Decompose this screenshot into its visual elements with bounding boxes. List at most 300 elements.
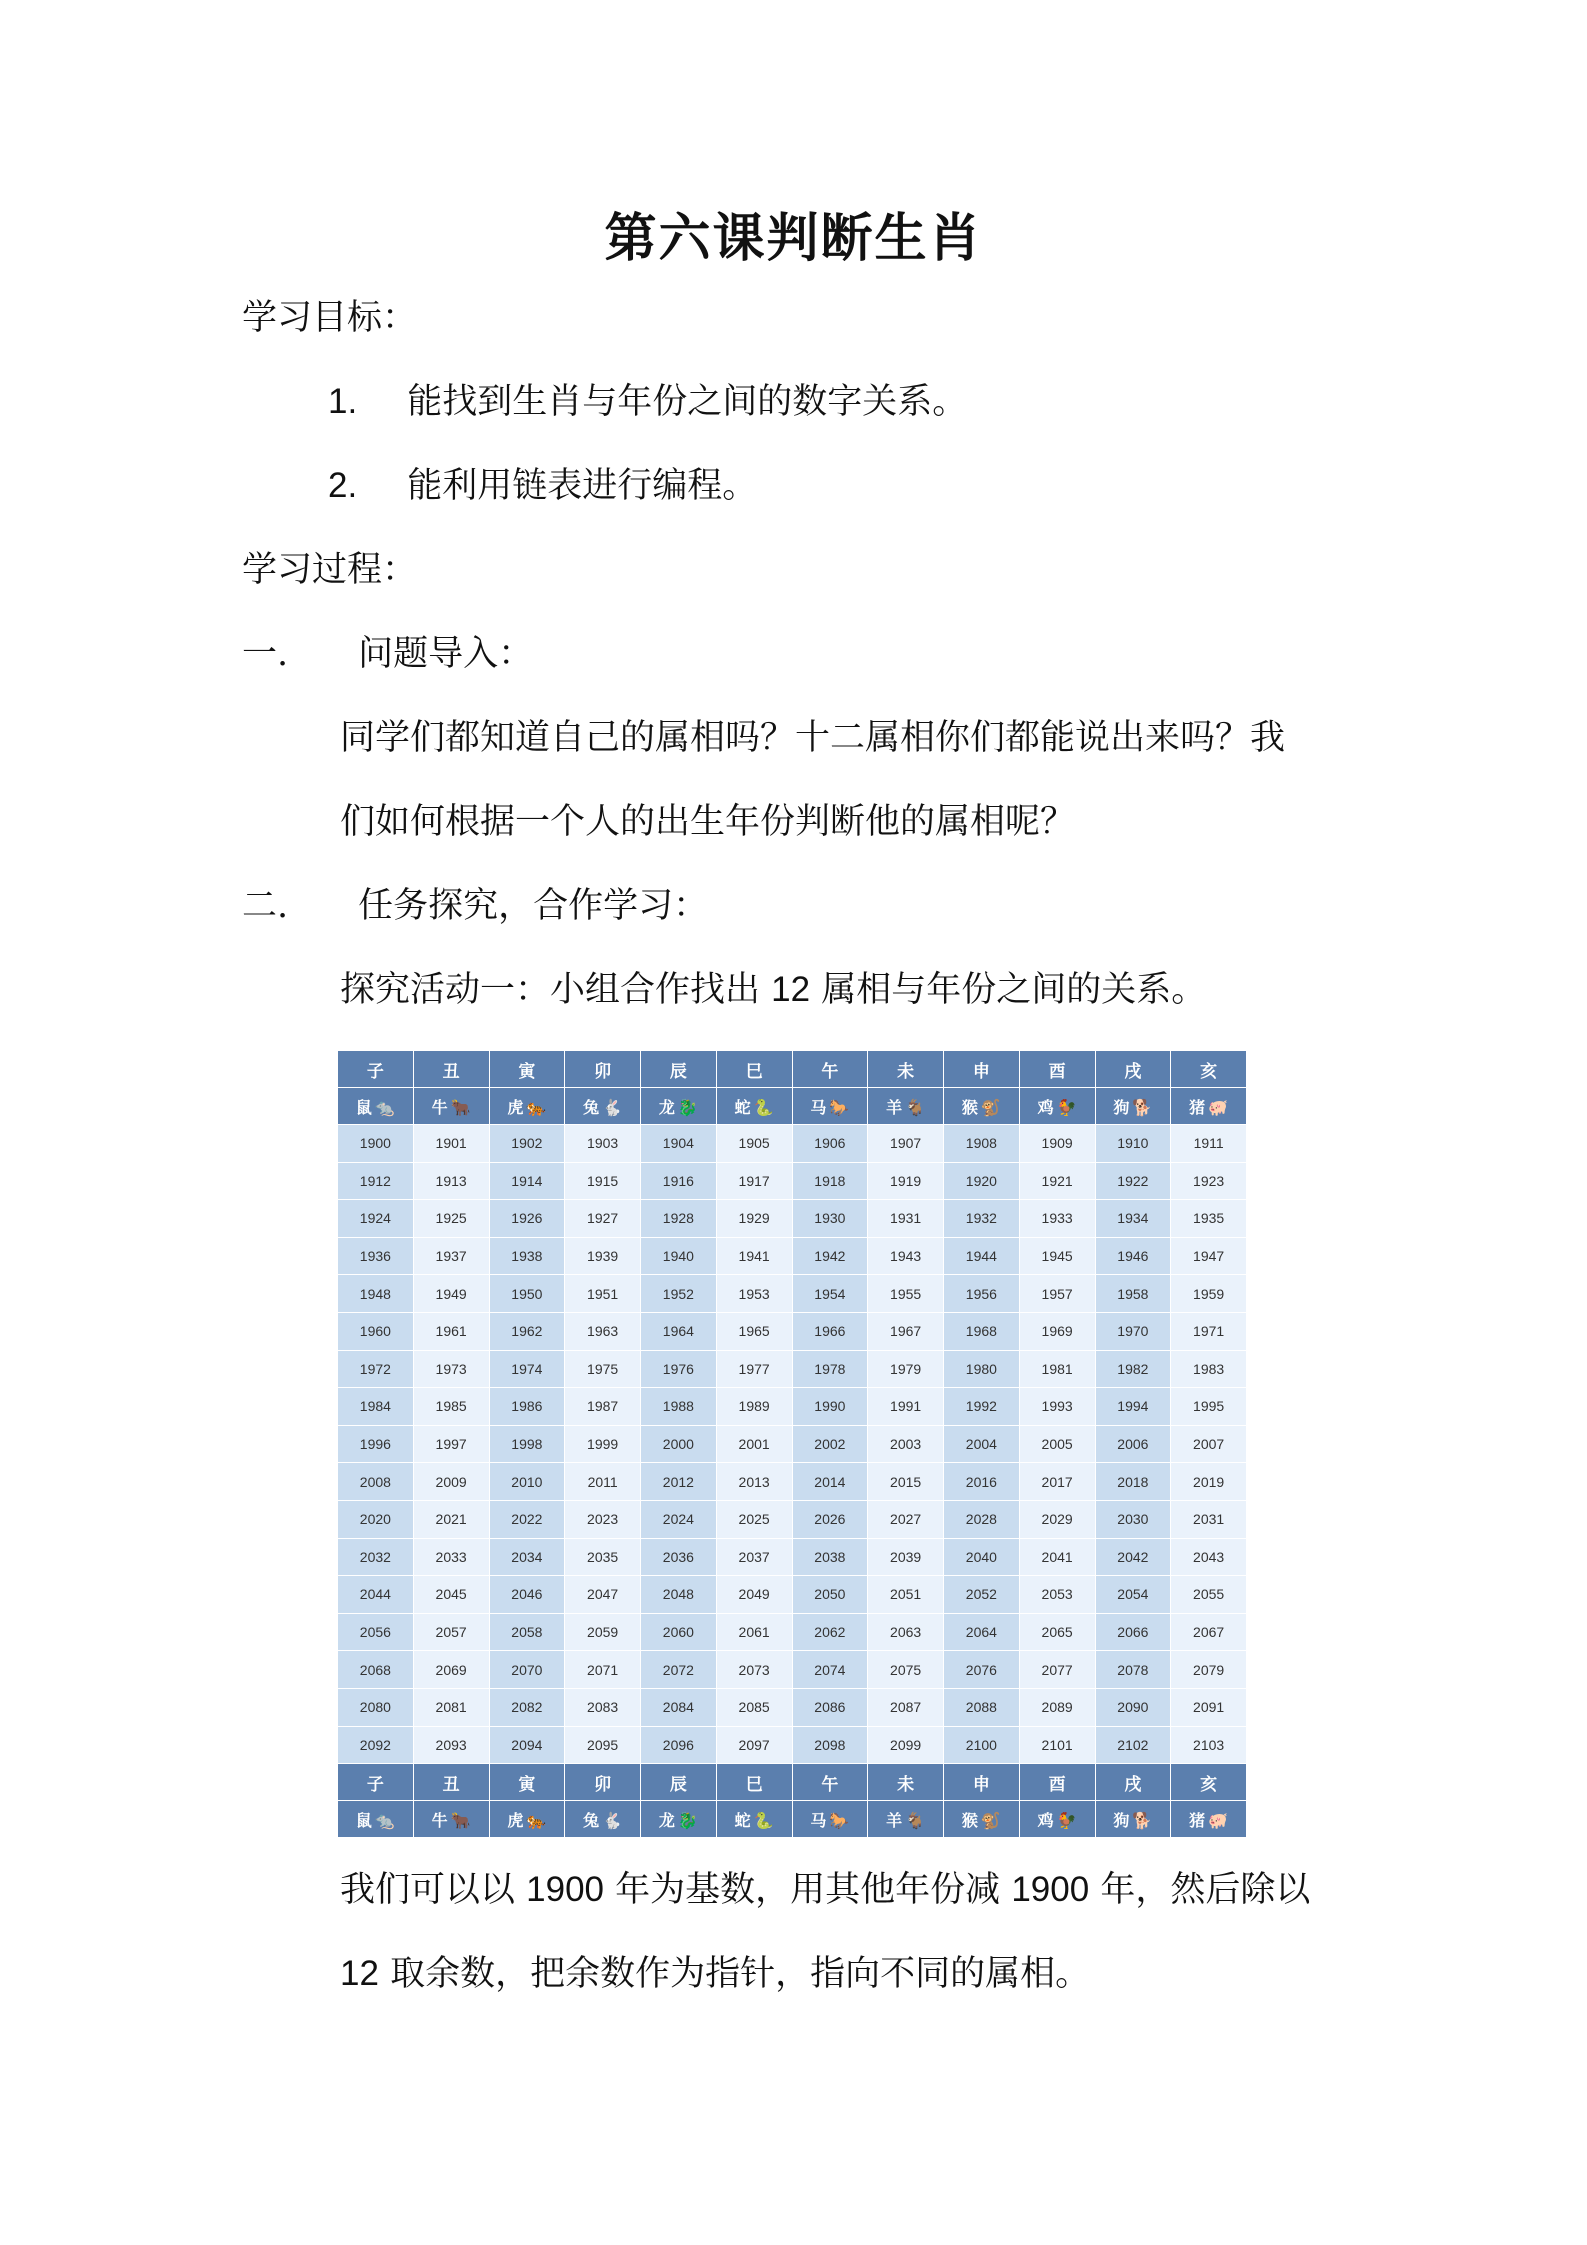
year-cell: 1994 — [1095, 1388, 1171, 1426]
year-cell: 1988 — [641, 1388, 717, 1426]
animal-cell — [489, 1088, 565, 1125]
zodiac-animal-icon: 🐕 — [1132, 1810, 1153, 1830]
goal-2-number: 2. — [328, 466, 358, 505]
year-cell: 2001 — [716, 1425, 792, 1463]
activity-1 — [340, 968, 1206, 1012]
year-cell: 2006 — [1095, 1425, 1171, 1463]
year-cell: 2053 — [1019, 1576, 1095, 1614]
animal-name: 牛 — [431, 1810, 448, 1830]
year-cell: 1953 — [716, 1275, 792, 1313]
year-row — [338, 1463, 1247, 1501]
year-cell: 1967 — [868, 1312, 944, 1350]
year-cell: 2038 — [792, 1538, 868, 1576]
year-cell: 2015 — [868, 1463, 944, 1501]
zodiac-animal-icon: 🐉 — [677, 1097, 698, 1117]
year-cell: 2045 — [413, 1576, 489, 1614]
year-cell: 1913 — [413, 1162, 489, 1200]
year-cell: 2050 — [792, 1576, 868, 1614]
zodiac-animal-icon: 🐅 — [526, 1097, 547, 1117]
year-cell: 1921 — [1019, 1162, 1095, 1200]
animal-cell — [944, 1088, 1020, 1125]
year-row — [338, 1312, 1247, 1350]
year-cell: 2070 — [489, 1651, 565, 1689]
year-cell: 2013 — [716, 1463, 792, 1501]
branch-cell: 未 — [868, 1051, 944, 1088]
year-row — [338, 1388, 1247, 1426]
year-row — [338, 1576, 1247, 1614]
year-cell: 1979 — [868, 1350, 944, 1388]
branch-cell: 酉 — [1019, 1051, 1095, 1088]
branch-cell: 卯 — [565, 1764, 641, 1801]
year-cell: 1912 — [338, 1162, 414, 1200]
goals-heading: 学习目标： — [242, 298, 418, 338]
year-cell: 2098 — [792, 1726, 868, 1764]
year-cell: 2036 — [641, 1538, 717, 1576]
year-cell: 2069 — [413, 1651, 489, 1689]
year-cell: 1906 — [792, 1125, 868, 1163]
animal-cell — [413, 1088, 489, 1125]
year-row — [338, 1125, 1247, 1163]
year-cell: 2043 — [1171, 1538, 1247, 1576]
year-cell: 2087 — [868, 1688, 944, 1726]
year-cell: 2083 — [565, 1688, 641, 1726]
year-cell: 1926 — [489, 1200, 565, 1238]
activity-1-post: 属相与年份之间的关系。 — [821, 970, 1207, 1010]
year-cell: 1948 — [338, 1275, 414, 1313]
year-cell: 1964 — [641, 1312, 717, 1350]
year-cell: 1963 — [565, 1312, 641, 1350]
branch-cell: 辰 — [641, 1051, 717, 1088]
year-cell: 1975 — [565, 1350, 641, 1388]
branch-cell: 子 — [338, 1051, 414, 1088]
year-cell: 1923 — [1171, 1162, 1247, 1200]
year-cell: 1993 — [1019, 1388, 1095, 1426]
branch-cell: 申 — [944, 1764, 1020, 1801]
year-row — [338, 1651, 1247, 1689]
goal-1-text: 能找到生肖与年份之间的数字关系。 — [407, 382, 968, 422]
year-cell: 2019 — [1171, 1463, 1247, 1501]
year-cell: 1929 — [716, 1200, 792, 1238]
year-cell: 2055 — [1171, 1576, 1247, 1614]
zodiac-animal-icon: 🐍 — [753, 1097, 774, 1117]
year-cell: 2009 — [413, 1463, 489, 1501]
year-cell: 1995 — [1171, 1388, 1247, 1426]
year-cell: 2054 — [1095, 1576, 1171, 1614]
year-cell: 2067 — [1171, 1613, 1247, 1651]
year-cell: 2085 — [716, 1688, 792, 1726]
paragraph-2-base-year: 1900 — [526, 1870, 605, 1909]
year-cell: 2026 — [792, 1500, 868, 1538]
year-cell: 1918 — [792, 1162, 868, 1200]
year-cell: 2022 — [489, 1500, 565, 1538]
animal-cell — [792, 1088, 868, 1125]
animal-cell — [792, 1801, 868, 1838]
year-cell: 2000 — [641, 1425, 717, 1463]
year-cell: 2058 — [489, 1613, 565, 1651]
animal-cell — [716, 1088, 792, 1125]
year-cell: 1911 — [1171, 1125, 1247, 1163]
goal-2 — [328, 464, 757, 508]
year-cell: 1985 — [413, 1388, 489, 1426]
year-cell: 2076 — [944, 1651, 1020, 1689]
year-cell: 1990 — [792, 1388, 868, 1426]
animal-name: 虎 — [507, 1097, 524, 1117]
year-cell: 1902 — [489, 1125, 565, 1163]
year-cell: 2086 — [792, 1688, 868, 1726]
animal-name: 鼠 — [355, 1097, 372, 1117]
activity-1-pre: 探究活动一：小组合作找出 — [340, 970, 761, 1010]
year-cell: 1900 — [338, 1125, 414, 1163]
year-cell: 1983 — [1171, 1350, 1247, 1388]
branch-cell: 戌 — [1095, 1764, 1171, 1801]
branch-cell: 申 — [944, 1051, 1020, 1088]
branch-cell: 卯 — [565, 1051, 641, 1088]
zodiac-animal-icon: 🐇 — [602, 1810, 623, 1830]
year-cell: 2064 — [944, 1613, 1020, 1651]
year-cell: 2090 — [1095, 1688, 1171, 1726]
animal-name: 狗 — [1113, 1810, 1130, 1830]
year-cell: 2071 — [565, 1651, 641, 1689]
year-cell: 1901 — [413, 1125, 489, 1163]
year-cell: 2060 — [641, 1613, 717, 1651]
year-cell: 1969 — [1019, 1312, 1095, 1350]
year-cell: 1937 — [413, 1237, 489, 1275]
year-cell: 2080 — [338, 1688, 414, 1726]
zodiac-animal-icon: 🐐 — [905, 1810, 926, 1830]
year-cell: 1977 — [716, 1350, 792, 1388]
year-cell: 1903 — [565, 1125, 641, 1163]
activity-1-number: 12 — [771, 970, 811, 1009]
animal-name: 龙 — [658, 1810, 675, 1830]
year-cell: 1958 — [1095, 1275, 1171, 1313]
year-cell: 2017 — [1019, 1463, 1095, 1501]
animal-cell — [1019, 1088, 1095, 1125]
year-cell: 1976 — [641, 1350, 717, 1388]
year-cell: 1950 — [489, 1275, 565, 1313]
year-cell: 1931 — [868, 1200, 944, 1238]
year-cell: 2093 — [413, 1726, 489, 1764]
animal-name: 马 — [810, 1810, 827, 1830]
year-cell: 1949 — [413, 1275, 489, 1313]
year-cell: 2003 — [868, 1425, 944, 1463]
branch-cell: 未 — [868, 1764, 944, 1801]
branch-cell: 寅 — [489, 1051, 565, 1088]
zodiac-table — [337, 1050, 1247, 1838]
zodiac-animal-icon: 🐖 — [1208, 1810, 1229, 1830]
zodiac-animal-icon: 🐖 — [1208, 1097, 1229, 1117]
branch-cell: 亥 — [1171, 1051, 1247, 1088]
zodiac-animal-icon: 🐒 — [980, 1810, 1001, 1830]
year-cell: 1952 — [641, 1275, 717, 1313]
zodiac-animal-icon: 🐓 — [1056, 1810, 1077, 1830]
animal-name: 牛 — [431, 1097, 448, 1117]
animal-name: 龙 — [658, 1097, 675, 1117]
year-cell: 2008 — [338, 1463, 414, 1501]
year-cell: 2032 — [338, 1538, 414, 1576]
zodiac-animal-icon: 🐂 — [450, 1810, 471, 1830]
year-cell: 1928 — [641, 1200, 717, 1238]
animal-cell — [1019, 1801, 1095, 1838]
year-cell: 2072 — [641, 1651, 717, 1689]
process-heading: 学习过程： — [242, 550, 418, 590]
year-cell: 2096 — [641, 1726, 717, 1764]
year-cell: 1980 — [944, 1350, 1020, 1388]
year-cell: 2040 — [944, 1538, 1020, 1576]
zodiac-animal-icon: 🐉 — [677, 1810, 698, 1830]
bottom-animal-row — [338, 1801, 1247, 1838]
year-cell: 1922 — [1095, 1162, 1171, 1200]
year-cell: 2048 — [641, 1576, 717, 1614]
year-cell: 2102 — [1095, 1726, 1171, 1764]
year-cell: 2088 — [944, 1688, 1020, 1726]
year-cell: 1984 — [338, 1388, 414, 1426]
year-cell: 1961 — [413, 1312, 489, 1350]
year-cell: 2077 — [1019, 1651, 1095, 1689]
year-cell: 2039 — [868, 1538, 944, 1576]
year-cell: 1992 — [944, 1388, 1020, 1426]
animal-cell — [868, 1088, 944, 1125]
year-cell: 2031 — [1171, 1500, 1247, 1538]
year-cell: 1954 — [792, 1275, 868, 1313]
year-cell: 2023 — [565, 1500, 641, 1538]
year-cell: 2084 — [641, 1688, 717, 1726]
branch-cell: 亥 — [1171, 1764, 1247, 1801]
year-cell: 2035 — [565, 1538, 641, 1576]
year-cell: 2024 — [641, 1500, 717, 1538]
bottom-branch-row — [338, 1764, 1247, 1801]
paragraph-1-line-2: 们如何根据一个人的出生年份判断他的属相呢？ — [340, 802, 1076, 842]
year-cell: 2056 — [338, 1613, 414, 1651]
year-cell: 1972 — [338, 1350, 414, 1388]
animal-name: 猴 — [961, 1097, 978, 1117]
year-cell: 2028 — [944, 1500, 1020, 1538]
year-cell: 1959 — [1171, 1275, 1247, 1313]
year-row — [338, 1350, 1247, 1388]
branch-cell: 丑 — [413, 1764, 489, 1801]
section-1-number: 一. — [242, 634, 289, 674]
page-title: 第六课判断生肖 — [604, 208, 983, 269]
year-cell: 1997 — [413, 1425, 489, 1463]
year-cell: 1955 — [868, 1275, 944, 1313]
animal-name: 兔 — [583, 1810, 600, 1830]
year-cell: 2033 — [413, 1538, 489, 1576]
branch-cell: 酉 — [1019, 1764, 1095, 1801]
year-cell: 1933 — [1019, 1200, 1095, 1238]
animal-cell — [338, 1088, 414, 1125]
animal-cell — [1171, 1801, 1247, 1838]
year-cell: 1905 — [716, 1125, 792, 1163]
animal-name: 羊 — [886, 1810, 903, 1830]
animal-cell — [1171, 1088, 1247, 1125]
year-cell: 1989 — [716, 1388, 792, 1426]
animal-cell — [489, 1801, 565, 1838]
animal-name: 狗 — [1113, 1097, 1130, 1117]
zodiac-animal-icon: 🐅 — [526, 1810, 547, 1830]
year-row — [338, 1162, 1247, 1200]
year-cell: 2025 — [716, 1500, 792, 1538]
section-2-heading — [242, 884, 708, 928]
animal-cell — [641, 1088, 717, 1125]
year-cell: 1932 — [944, 1200, 1020, 1238]
animal-name: 羊 — [886, 1097, 903, 1117]
animal-cell — [944, 1801, 1020, 1838]
year-cell: 2016 — [944, 1463, 1020, 1501]
year-cell: 2089 — [1019, 1688, 1095, 1726]
year-row — [338, 1200, 1247, 1238]
year-cell: 1927 — [565, 1200, 641, 1238]
year-cell: 1942 — [792, 1237, 868, 1275]
animal-name: 猪 — [1189, 1810, 1206, 1830]
year-cell: 1966 — [792, 1312, 868, 1350]
year-cell: 2075 — [868, 1651, 944, 1689]
animal-name: 鸡 — [1037, 1097, 1054, 1117]
year-cell: 2041 — [1019, 1538, 1095, 1576]
year-cell: 2051 — [868, 1576, 944, 1614]
year-row — [338, 1275, 1247, 1313]
year-cell: 2068 — [338, 1651, 414, 1689]
zodiac-animal-icon: 🐕 — [1132, 1097, 1153, 1117]
year-cell: 1930 — [792, 1200, 868, 1238]
year-cell: 2091 — [1171, 1688, 1247, 1726]
year-cell: 2002 — [792, 1425, 868, 1463]
year-cell: 1924 — [338, 1200, 414, 1238]
year-cell: 2061 — [716, 1613, 792, 1651]
zodiac-year-table — [337, 1050, 1247, 1838]
year-cell: 2079 — [1171, 1651, 1247, 1689]
year-cell: 1935 — [1171, 1200, 1247, 1238]
year-cell: 2005 — [1019, 1425, 1095, 1463]
year-row — [338, 1500, 1247, 1538]
branch-cell: 子 — [338, 1764, 414, 1801]
year-cell: 2078 — [1095, 1651, 1171, 1689]
zodiac-animal-icon: 🐂 — [450, 1097, 471, 1117]
year-cell: 1962 — [489, 1312, 565, 1350]
animal-cell — [1095, 1088, 1171, 1125]
year-cell: 2092 — [338, 1726, 414, 1764]
animal-name: 虎 — [507, 1810, 524, 1830]
animal-cell — [338, 1801, 414, 1838]
year-cell: 2010 — [489, 1463, 565, 1501]
animal-cell — [716, 1801, 792, 1838]
year-cell: 2059 — [565, 1613, 641, 1651]
year-cell: 2021 — [413, 1500, 489, 1538]
year-cell: 1920 — [944, 1162, 1020, 1200]
year-cell: 2073 — [716, 1651, 792, 1689]
year-cell: 2100 — [944, 1726, 1020, 1764]
year-cell: 1978 — [792, 1350, 868, 1388]
year-cell: 1970 — [1095, 1312, 1171, 1350]
year-cell: 2094 — [489, 1726, 565, 1764]
year-cell: 1974 — [489, 1350, 565, 1388]
animal-name: 鼠 — [355, 1810, 372, 1830]
goal-2-text: 能利用链表进行编程。 — [407, 466, 758, 506]
year-cell: 2014 — [792, 1463, 868, 1501]
branch-cell: 午 — [792, 1051, 868, 1088]
paragraph-2-a: 我们可以以 — [340, 1870, 516, 1910]
year-cell: 1940 — [641, 1237, 717, 1275]
year-cell: 2081 — [413, 1688, 489, 1726]
year-cell: 1998 — [489, 1425, 565, 1463]
branch-cell: 巳 — [716, 1051, 792, 1088]
year-cell: 2101 — [1019, 1726, 1095, 1764]
animal-name: 猪 — [1189, 1097, 1206, 1117]
section-2-number: 二. — [242, 886, 289, 926]
animal-cell — [1095, 1801, 1171, 1838]
year-cell: 2099 — [868, 1726, 944, 1764]
year-cell: 2046 — [489, 1576, 565, 1614]
animal-cell — [413, 1801, 489, 1838]
year-cell: 1941 — [716, 1237, 792, 1275]
year-cell: 1925 — [413, 1200, 489, 1238]
year-cell: 1981 — [1019, 1350, 1095, 1388]
year-cell: 2044 — [338, 1576, 414, 1614]
branch-cell: 辰 — [641, 1764, 717, 1801]
year-cell: 2047 — [565, 1576, 641, 1614]
year-cell: 2066 — [1095, 1613, 1171, 1651]
branch-cell: 戌 — [1095, 1051, 1171, 1088]
zodiac-animal-icon: 🐍 — [753, 1810, 774, 1830]
year-cell: 1996 — [338, 1425, 414, 1463]
year-cell: 2095 — [565, 1726, 641, 1764]
year-row — [338, 1688, 1247, 1726]
year-cell: 2065 — [1019, 1613, 1095, 1651]
year-cell: 1968 — [944, 1312, 1020, 1350]
year-cell: 1951 — [565, 1275, 641, 1313]
year-cell: 1910 — [1095, 1125, 1171, 1163]
year-row — [338, 1237, 1247, 1275]
year-cell: 1919 — [868, 1162, 944, 1200]
year-cell: 1986 — [489, 1388, 565, 1426]
year-cell: 2012 — [641, 1463, 717, 1501]
year-cell: 1943 — [868, 1237, 944, 1275]
zodiac-animal-icon: 🐒 — [980, 1097, 1001, 1117]
branch-cell: 巳 — [716, 1764, 792, 1801]
year-cell: 2049 — [716, 1576, 792, 1614]
year-cell: 2029 — [1019, 1500, 1095, 1538]
branch-cell: 寅 — [489, 1764, 565, 1801]
section-1-heading — [242, 632, 533, 676]
year-cell: 1914 — [489, 1162, 565, 1200]
year-cell: 2062 — [792, 1613, 868, 1651]
animal-name: 鸡 — [1037, 1810, 1054, 1830]
paragraph-2-c: 年，然后除以 — [1100, 1870, 1311, 1910]
zodiac-animal-icon: 🐎 — [829, 1097, 850, 1117]
year-cell: 1938 — [489, 1237, 565, 1275]
animal-name: 蛇 — [734, 1097, 751, 1117]
year-cell: 1987 — [565, 1388, 641, 1426]
animal-cell — [641, 1801, 717, 1838]
year-cell: 2037 — [716, 1538, 792, 1576]
year-cell: 1904 — [641, 1125, 717, 1163]
goal-1 — [328, 380, 967, 424]
animal-name: 蛇 — [734, 1810, 751, 1830]
year-cell: 2018 — [1095, 1463, 1171, 1501]
year-cell: 1947 — [1171, 1237, 1247, 1275]
year-cell: 2030 — [1095, 1500, 1171, 1538]
zodiac-animal-icon: 🐎 — [829, 1810, 850, 1830]
goal-1-number: 1. — [328, 382, 358, 421]
year-row — [338, 1613, 1247, 1651]
year-cell: 1971 — [1171, 1312, 1247, 1350]
year-cell: 1982 — [1095, 1350, 1171, 1388]
zodiac-animal-icon: 🐀 — [374, 1097, 395, 1117]
year-cell: 1944 — [944, 1237, 1020, 1275]
year-cell: 1945 — [1019, 1237, 1095, 1275]
animal-name: 兔 — [583, 1097, 600, 1117]
zodiac-animal-icon: 🐀 — [374, 1810, 395, 1830]
year-cell: 1946 — [1095, 1237, 1171, 1275]
year-cell: 2007 — [1171, 1425, 1247, 1463]
